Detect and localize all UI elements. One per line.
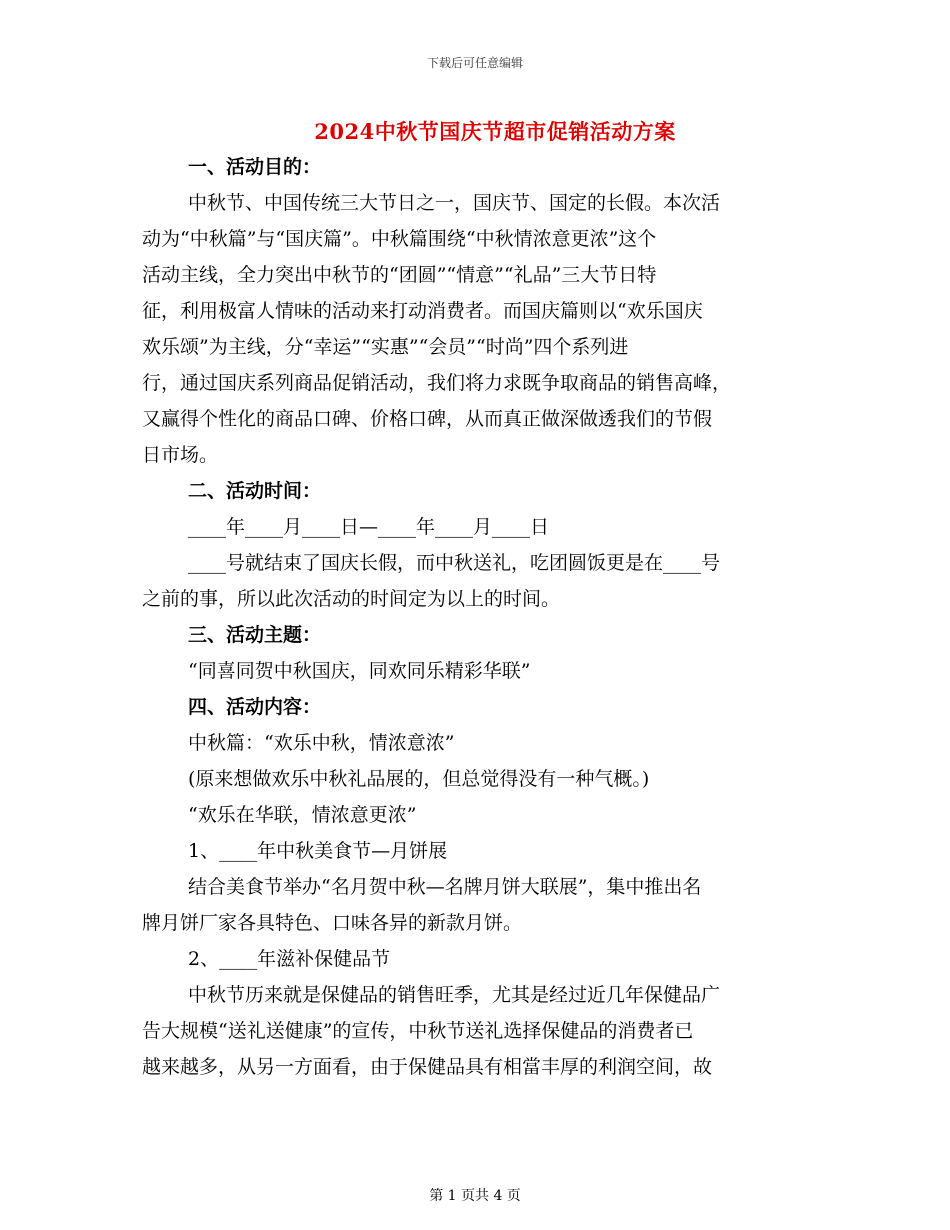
paragraph-line: 行，通过国庆系列商品促销活动，我们将力求既争取商品的销售高峰，	[142, 372, 732, 394]
paragraph-line: 动为“中秋篇”与“国庆篇”。中秋篇围绕“中秋情浓意更浓”这个	[142, 228, 657, 250]
paragraph-line: 之前的事，所以此次活动的时间定为以上的时间。	[142, 588, 561, 610]
paragraph-line: 征，利用极富人情味的活动来打动消费者。而国庆篇则以“欢乐国庆	[142, 300, 703, 322]
paragraph-line: 结合美食节举办“名月贺中秋—名牌月饼大联展”，集中推出名	[188, 876, 702, 898]
section-heading-time: 二、活动时间：	[188, 480, 322, 502]
mid-autumn-heading: 中秋篇：“欢乐中秋，情浓意浓”	[188, 732, 455, 754]
page-header-note: 下载后可任意编辑	[426, 56, 523, 70]
note-line: (原来想做欢乐中秋礼品展的，但总觉得没有一种气概。)	[188, 768, 650, 790]
paragraph-line: 越来越多，从另一方面看，由于保健品具有相當丰厚的利润空间，故	[142, 1056, 713, 1078]
paragraph-line: 告大规模“送礼送健康”的宣传，中秋节送礼选择保健品的消费者已	[142, 1020, 694, 1042]
paragraph-line: 中秋节、中国传统三大节日之一，国庆节、国定的长假。本次活	[188, 192, 721, 214]
page-footer: 第 1 页共 4 页	[429, 1188, 521, 1204]
item-1-heading: 1、____年中秋美食节—月饼展	[188, 840, 448, 862]
paragraph-line: 欢乐颂”为主线，分“幸运”“实惠”“会员”“时尚”四个系列进	[142, 336, 629, 358]
paragraph-line: 牌月饼厂家各具特色、口味各异的新款月饼。	[142, 912, 523, 934]
section-heading-content: 四、活动内容：	[188, 696, 322, 718]
item-2-heading: 2、____年滋补保健品节	[188, 948, 391, 970]
slogan-line: “欢乐在华联，情浓意更浓”	[188, 804, 417, 826]
paragraph-line: 中秋节历来就是保健品的销售旺季，尤其是经过近几年保健品广	[188, 984, 721, 1006]
theme-line: “同喜同贺中秋国庆，同欢同乐精彩华联”	[188, 660, 531, 682]
date-range-line: ____年____月____日—____年____月____日	[188, 516, 550, 538]
paragraph-line: 又赢得个性化的商品口碑、价格口碑，从而真正做深做透我们的节假	[142, 408, 713, 430]
paragraph-line: ____号就结束了国庆长假，而中秋送礼，吃团圆饭更是在____号	[188, 552, 721, 574]
paragraph-line: 活动主线，全力突出中秋节的“团圆”“情意”“礼品”三大节日特	[142, 264, 657, 286]
document-title: 2024中秋节国庆节超市促销活动方案	[314, 119, 676, 144]
section-heading-purpose: 一、活动目的：	[188, 156, 322, 178]
paragraph-line: 日市场。	[142, 444, 219, 466]
section-heading-theme: 三、活动主题：	[188, 624, 322, 646]
